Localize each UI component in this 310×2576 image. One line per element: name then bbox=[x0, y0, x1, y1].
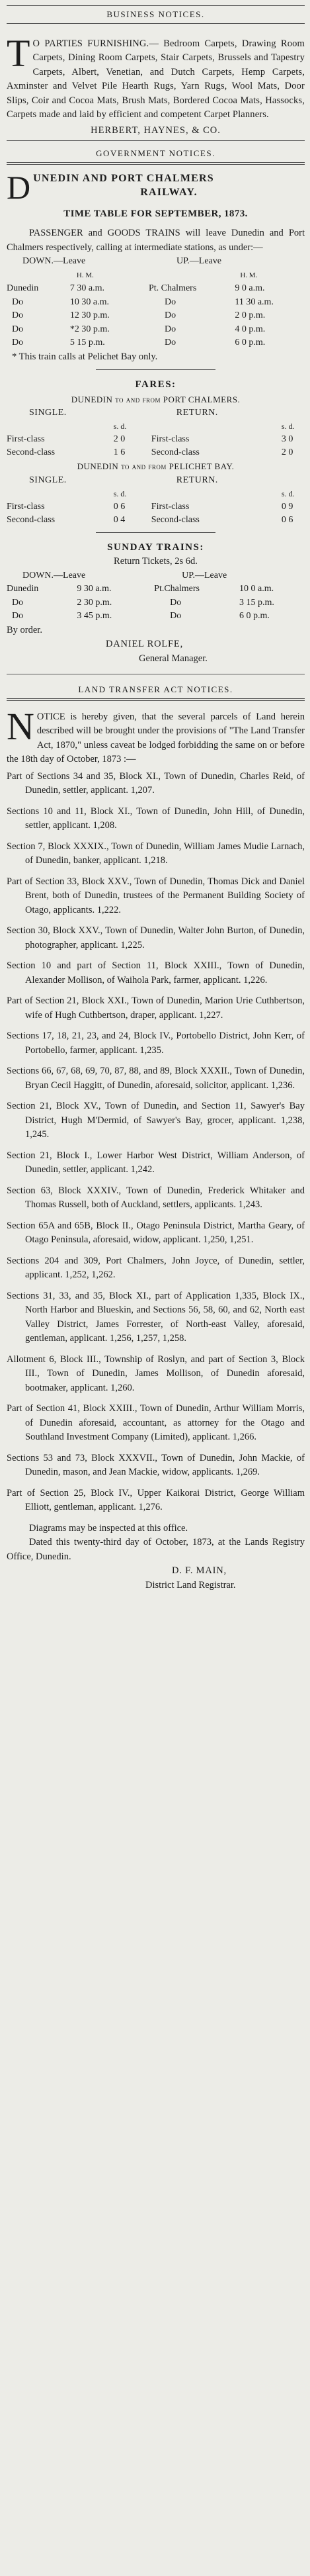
government-notices-heading: GOVERNMENT NOTICES. bbox=[96, 148, 215, 158]
railway-title bbox=[7, 171, 305, 202]
land-entry: Section 65A and 65B, Block II., Otago Peninsula District, Martha Geary, of Otago Peninsula, aforesaid, widow, applicant. 1,250, 1,251. bbox=[7, 1220, 305, 1245]
fares-table-2: SINGLE. RETURN. s. d. s. d. First-class 0 6 First-class 0 9 Second-class 0 4 Second-class 0 6 bbox=[7, 474, 305, 527]
land-entry: Sections 10 and 11, Block XI., Town of Dunedin, John Hill, of Dunedin, settler, applicant. 1,208. bbox=[7, 805, 305, 831]
header-rule bbox=[7, 162, 305, 165]
timetable-title: TIME TABLE FOR SEPTEMBER, 1873. bbox=[63, 208, 248, 219]
star-note: * This train calls at Pelichet Bay only. bbox=[12, 351, 158, 362]
fares-table-1: SINGLE. RETURN. s. d. s. d. First-class 2 0 First-class 3 0 Second-class 1 6 Second-class 2 0 bbox=[7, 406, 305, 459]
railway-signer: DANIEL ROLFE, bbox=[106, 639, 183, 649]
land-notice-intro bbox=[7, 710, 305, 767]
land-entry: Part of Section 25, Block IV., Upper Kaikorai District, George William Elliott, gentleman, applicant. 1,276. bbox=[7, 1487, 305, 1512]
railway-signer-title: General Manager. bbox=[139, 653, 208, 664]
dated-note: Dated this twenty-third day of October, 1873, at the Lands Registry Office, Dunedin. bbox=[7, 1537, 305, 1562]
dropcap-letter: D bbox=[7, 171, 31, 202]
sunday-timetable: DOWN.—Leave UP.—Leave Dunedin 9 30 a.m. Pt.Chalmers 10 0 a.m. Do 2 30 p.m. Do 3 15 p.m. Do 3 45 p.m. Do 6 0 p.m. bbox=[7, 569, 305, 623]
hm-label: H. M. bbox=[240, 271, 258, 279]
fare-row: First-class 2 0 First-class 3 0 bbox=[7, 434, 293, 444]
by-order: By order. bbox=[7, 624, 42, 635]
fare-row: Second-class 0 4 Second-class 0 6 bbox=[7, 514, 293, 525]
timetable-row: Do 2 30 p.m. Do 3 15 p.m. bbox=[12, 597, 274, 608]
land-entry: Part of Section 41, Block XXIII., Town of Dunedin, Arthur William Morris, of Dunedin aforesaid, accountant, as attorney for the Otago and Southland Investment Company (Limited), applicant. 1,266. bbox=[7, 1403, 305, 1442]
land-entry: Section 63, Block XXXIV., Town of Dunedin, Frederick Whitaker and Thomas Russell, both of Auckland, settlers, applicants. 1,243. bbox=[7, 1185, 305, 1210]
land-entry: Part of Section 21, Block XXI., Town of Dunedin, Marion Urie Cuthbertson, wife of Hugh Cuthbertson, draper, applicant. 1,227. bbox=[7, 995, 305, 1021]
land-entry: Part of Section 33, Block XXV., Town of Dunedin, Thomas Dick and Daniel Brent, both of Dunedin, trustees of the Permanent Building Society of Otago, applicants. 1,222. bbox=[7, 876, 305, 915]
fares-title: FARES: bbox=[135, 379, 176, 390]
land-signer-title: District Land Registrar. bbox=[145, 1579, 236, 1590]
timetable-row: Do 10 30 a.m. Do 11 30 a.m. bbox=[12, 297, 274, 307]
timetable-row: Do 5 15 p.m. Do 6 0 p.m. bbox=[12, 338, 266, 347]
up-label: UP.—Leave bbox=[176, 256, 221, 266]
fare-row: First-class 0 6 First-class 0 9 bbox=[7, 501, 293, 512]
down-label: DOWN.—Leave bbox=[22, 256, 86, 266]
advert-signature: HERBERT, HAYNES, & CO. bbox=[91, 124, 221, 136]
land-entry: Sections 66, 67, 68, 69, 70, 87, 88, and 89, Block XXXII., Town of Dunedin, Bryan Cecil Haggitt, of Dunedin, aforesaid, solicitor, applicant. 1,236. bbox=[7, 1066, 305, 1091]
land-signer: D. F. MAIN, bbox=[172, 1565, 227, 1576]
timetable-intro: PASSENGER and GOODS TRAINS will leave Dunedin and Port Chalmers respectively, calling at intermediate stations, as under:— bbox=[7, 228, 305, 253]
weekday-timetable bbox=[7, 255, 305, 350]
land-notice-intro-text: OTICE is hereby given, that the several parcels of Land herein described will be brought under the provisions of "The Land Transfer Act, 1870," unless caveat be lodged forbidding the same on or before the 18th day of October, 1873 :— bbox=[7, 711, 305, 764]
land-entry: Section 21, Block I., Lower Harbor West District, William Anderson, of Dunedin, settler, applicant. 1,242. bbox=[7, 1150, 305, 1175]
dropcap-letter: T bbox=[7, 36, 30, 75]
short-rule bbox=[96, 369, 215, 370]
fare-row: Second-class 1 6 Second-class 2 0 bbox=[7, 447, 293, 457]
furnishing-advert bbox=[7, 37, 305, 122]
railway-title-line2: RAILWAY. bbox=[140, 187, 198, 198]
short-rule bbox=[96, 532, 215, 533]
land-transfer-heading: LAND TRANSFER ACT NOTICES. bbox=[78, 684, 233, 694]
land-entry: Sections 53 and 73, Block XXXVII., Town of Dunedin, John Mackie, of Dunedin, mason, and Jean Mackie, widow, applicants. 1,269. bbox=[7, 1452, 305, 1477]
land-entry: Section 30, Block XXV., Town of Dunedin, Walter John Burton, of Dunedin, photographer, applicant. 1,225. bbox=[7, 925, 305, 950]
diagrams-note: Diagrams may be inspected at this office. bbox=[29, 1522, 188, 1534]
business-notices-heading: BUSINESS NOTICES. bbox=[106, 9, 205, 19]
furnishing-advert-text: O PARTIES FURNISHING.— Bedroom Carpets, Drawing Room Carpets, Dining Room Carpets, Stair Carpets, Brussels and Tapestry Carpets, Albert, Venetian, and Dutch Carpets, Hemp Carpets, Axminster and Velvet Pile Hearth Rugs, Yarn Rugs, Wool Mats, Door Slips, Coir and Cocoa Mats, Brush Mats, Bordered Cocoa Mats, Hassocks, Carpets made and laid by efficient and competent Carpet Planners. bbox=[7, 38, 305, 120]
timetable-row: Do 12 30 p.m. Do 2 0 p.m. bbox=[12, 310, 266, 320]
railway-title-line1: UNEDIN AND PORT CHALMERS bbox=[33, 172, 214, 184]
top-rule bbox=[7, 5, 305, 6]
dropcap-letter: N bbox=[7, 710, 34, 748]
land-entry: Section 10 and part of Section 11, Block XXIII., Town of Dunedin, Alexander Mollison, of Waihola Park, farmer, applicant. 1,226. bbox=[7, 960, 305, 986]
land-entry: Allotment 6, Block III., Township of Roslyn, and part of Section 3, Block III., Town of Dunedin, James Mollison, of Dunedin aforesaid, bootmaker, applicant. 1,260. bbox=[7, 1354, 305, 1393]
land-entries bbox=[7, 770, 305, 1515]
land-entry: Sections 204 and 309, Port Chalmers, John Joyce, of Dunedin, settler, applicant. 1,252, 1,262. bbox=[7, 1255, 305, 1280]
timetable-row: Do 3 45 p.m. Do 6 0 p.m. bbox=[12, 611, 270, 621]
land-entry: Section 7, Block XXXIX., Town of Dunedin, William James Mudie Larnach, of Dunedin, banker, applicant. 1,218. bbox=[7, 841, 305, 866]
fares-route-1: DUNEDIN to and from PORT CHALMERS. bbox=[71, 394, 241, 404]
sunday-trains-subtitle: Return Tickets, 2s 6d. bbox=[114, 556, 198, 567]
timetable-row: Do *2 30 p.m. Do 4 0 p.m. bbox=[12, 324, 266, 334]
timetable-row: Dunedin 7 30 a.m. Pt. Chalmers 9 0 a.m. bbox=[7, 283, 265, 293]
land-entry: Section 21, Block XV., Town of Dunedin, and Section 11, Sawyer's Bay District, Hugh M'Dermid, of Sawyer's Bay, grocer, applicant. 1,238, 1,245. bbox=[7, 1101, 305, 1140]
header-rule bbox=[7, 23, 305, 24]
timetable-row: Dunedin 9 30 a.m. Pt.Chalmers 10 0 a.m. bbox=[7, 584, 274, 594]
land-entry: Part of Sections 34 and 35, Block XI., Town of Dunedin, Charles Reid, of Dunedin, settler, applicant. 1,207. bbox=[7, 770, 305, 796]
land-entry: Sections 31, 33, and 35, Block XI., part of Application 1,335, Block IX., North Harbor and Blueskin, and Sections 56, 58, 60, and 62, North east Valley District, James Forrester, of North-east Valley, aforesaid, gentleman, applicant. 1,256, 1,257, 1,258. bbox=[7, 1290, 305, 1344]
hm-label: H. M. bbox=[76, 271, 94, 279]
header-rule bbox=[7, 698, 305, 701]
land-entry: Sections 17, 18, 21, 23, and 24, Block IV., Portobello District, John Kerr, of Portobello, farmer, applicant. 1,235. bbox=[7, 1031, 305, 1056]
sunday-trains-title: SUNDAY TRAINS: bbox=[107, 541, 204, 553]
fares-route-2: DUNEDIN to and from PELICHET BAY. bbox=[77, 461, 235, 471]
